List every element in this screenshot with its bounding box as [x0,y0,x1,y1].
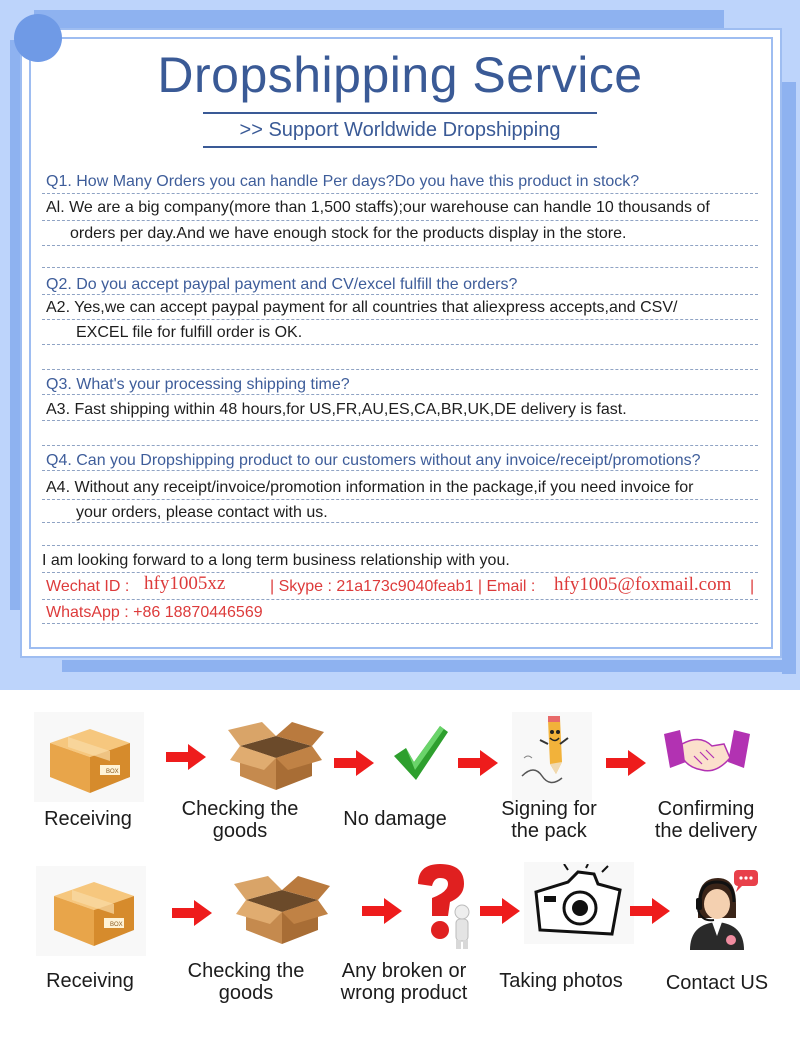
faq-answer-2-line-1: A2. Yes,we can accept paypal payment for all countries that aliexpress accepts,and CSV/ [42,298,758,320]
checkmark-icon [390,722,450,784]
wechat-id: hfy1005xz [144,573,226,594]
flow-step-contact-label: Contact US [665,972,769,994]
faq-question-3: Q3. What's your processing shipping time? [42,375,758,395]
box-icon [44,868,144,948]
handshake-icon [664,728,750,782]
faq-answer-1-line-2: orders per day.And we have enough stock for the products display in the store. [42,224,758,246]
flow-arrow-icon [480,898,520,924]
contact-line [42,573,758,600]
flow-arrow-icon [630,898,670,924]
support-agent-icon [684,864,764,950]
flow-step-checking-label: Checking the goods [187,960,305,1004]
page-subtitle: >> Support Worldwide Dropshipping [203,112,597,148]
faq-answer-3-line-1: A3. Fast shipping within 48 hours,for US,FR,AU,ES,CA,BR,UK,DE delivery is fast. [42,400,758,421]
faq-question-4: Q4. Can you Dropshipping product to our customers without any invoice/receipt/promotions? [42,451,758,471]
flow-step-broken-label: Any broken or wrong product [340,960,468,1004]
whatsapp-contact: WhatsApp : +86 18870446569 [42,603,758,624]
divider [42,348,758,370]
faq-answer-2-line-2: EXCEL file for fulfill order is OK. [42,323,758,345]
email-address: hfy1005@foxmail.com [554,574,732,595]
open-box-icon [232,866,332,946]
decorative-bar-right [782,82,796,674]
flow-arrow-icon [334,750,374,776]
flow-arrow-icon [606,750,646,776]
flow-arrow-icon [458,750,498,776]
faq-answer-4-line-2: your orders, please contact with us. [42,503,758,523]
flow-step-receiving-label: Receiving [46,970,134,992]
svg-text:BOX: BOX [110,922,123,928]
flow-step-no-damage-label: No damage [343,808,447,830]
divider [42,248,758,268]
faq-question-2: Q2. Do you accept paypal payment and CV/excel fulfill the orders? [42,275,758,295]
flow-step-photos-label: Taking photos [499,970,623,992]
flow-step-signing-label: Signing for the pack [501,798,597,842]
divider [42,424,758,446]
contact-separator: | [750,578,755,595]
faq-question-1: Q1. How Many Orders you can handle Per days?Do you have this product in stock? [42,172,758,194]
skype-email-label: | Skype : 21a173c9040feab1 | Email : [270,578,536,595]
page-title: Dropshipping Service [157,47,643,103]
wechat-label: Wechat ID : [46,578,130,595]
flow-step-confirming-label: Confirming the delivery [654,798,758,842]
flow-step-checking-label: Checking the goods [181,798,299,842]
camera-icon [528,864,628,942]
svg-text:BOX: BOX [106,769,119,775]
closing-message: I am looking forward to a long term business relationship with you. [42,551,758,573]
decorative-bar-bottom [62,660,792,672]
box-icon [40,715,140,795]
faq-answer-1-line-1: Al. We are a big company(more than 1,500 staffs);our warehouse can handle 10 thousands of [42,198,758,221]
open-box-icon [226,712,326,792]
decorative-band [34,10,724,28]
flow-arrow-icon [166,744,206,770]
question-mark-person-icon [410,862,476,950]
decorative-bar-left [10,40,20,610]
pencil-signing-icon [518,714,586,786]
flow-step-receiving-label: Receiving [44,808,132,830]
faq-answer-4-line-1: A4. Without any receipt/invoice/promotion information in the package,if you need invoice for [42,478,758,500]
divider [42,526,758,546]
flow-arrow-icon [362,898,402,924]
flow-arrow-icon [172,900,212,926]
